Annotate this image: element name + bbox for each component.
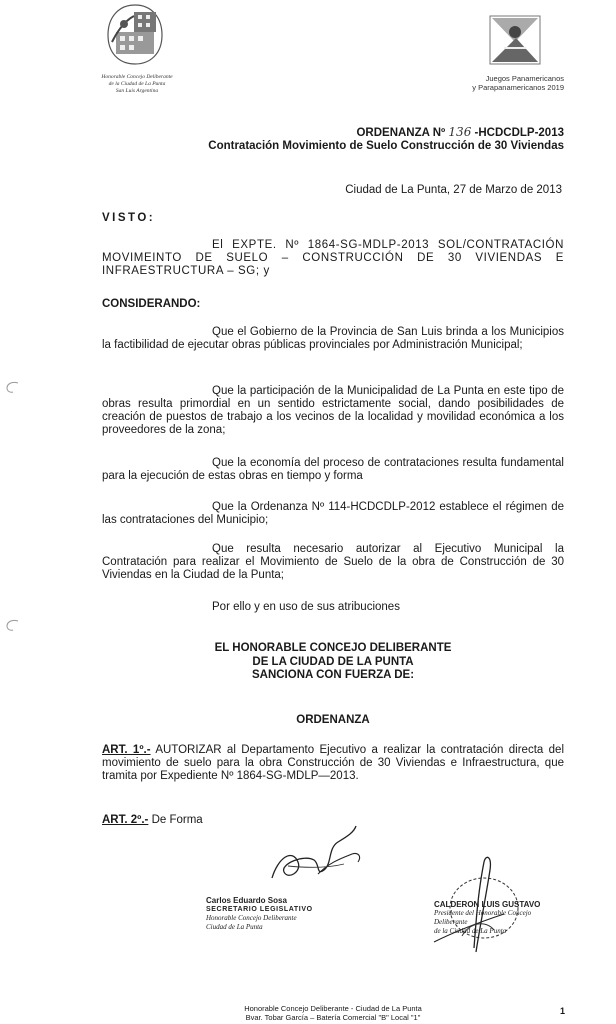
considerando-paragraph-2: Que la participación de la Municipalidad de La Punta en este tipo de obras resulta primordial en un sentido estrictamente social, dando posibilidades de creación de puestos de trabajo a los vecinos de la localidad y movilidad económica a los proveedores de la zona; [102, 385, 564, 436]
left-signature-block [206, 896, 340, 932]
left-signer-city: Ciudad de La Punta [206, 923, 263, 931]
footer-line-1: Honorable Concejo Deliberante - Ciudad de La Punta [244, 1004, 422, 1013]
sanciona-line-1: EL HONORABLE CONCEJO DELIBERANTE [214, 642, 452, 654]
article-2-label: ART. 2º.- [102, 814, 149, 826]
por-ello-line: Por ello y en uso de sus atribuciones [212, 601, 400, 613]
left-signer-role: SECRETARIO LEGISLATIVO [206, 906, 313, 913]
ordinance-title-prefix: ORDENANZA Nº [356, 127, 446, 139]
footer-line-2: Bvar. Tobar García – Batería Comercial "B" Local "1" [245, 1013, 421, 1022]
ordinance-title [200, 126, 564, 140]
council-seal-logo [104, 2, 166, 68]
left-signer-org: Honorable Concejo Deliberante [206, 914, 297, 922]
date-line: Ciudad de La Punta, 27 de Marzo de 2013 [345, 184, 562, 196]
considerando-paragraph-4: Que la Ordenanza Nº 114-HCDCDLP-2012 establece el régimen de las contrataciones del Municipio; [102, 501, 564, 526]
right-signature-block [434, 900, 564, 936]
article-1-text: AUTORIZAR al Departamento Ejecutivo a realizar la contratación directa del movimiento de suelo para la obra Construcción de 30 Viviendas e Infraestructura, que tramita por Expediente Nº 1864-SG-MDLP—2013. [102, 744, 565, 782]
ordenanza-heading: ORDENANZA [296, 714, 370, 726]
ordinance-title-suffix: -HCDCDLP-2013 [474, 127, 564, 139]
punch-hole-mark-top [4, 380, 20, 394]
sanciona-line-2: DE LA CIUDAD DE LA PUNTA [252, 655, 414, 668]
left-signer-name: Carlos Eduardo Sosa [206, 896, 287, 905]
ordinance-subtitle: Contratación Movimiento de Suelo Construcción de 30 Viviendas [208, 140, 564, 152]
right-signer-role: Presidente del Honorable Concejo Deliberante [434, 909, 532, 926]
punch-hole-mark-bottom [4, 618, 20, 632]
handwritten-ordinance-number: 136 [448, 125, 472, 139]
considerando-paragraph-5: Que resulta necesario autorizar al Ejecutivo Municipal la Contratación para realizar el Movimiento de Suelo de la obra de Construcción de 30 Viviendas en la Ciudad de la Punta; [102, 543, 564, 581]
council-logo-caption: Honorable Concejo Deliberante de la Ciudad de La Punta San Luis Argentina [101, 74, 173, 94]
sanciona-block [150, 642, 516, 683]
considerando-paragraph-1: Que el Gobierno de la Provincia de San Luis brinda a los Municipios la factibilidad de ejecutar obras públicas provinciales por Administración Municipal; [102, 326, 564, 351]
visto-heading: VISTO: [102, 212, 156, 224]
article-1-label: ART. 1º.- [102, 744, 151, 756]
article-1 [102, 744, 564, 783]
considerando-paragraph-3: Que la economía del proceso de contrataciones resulta fundamental para la ejecución de estas obras en tiempo y forma [102, 457, 564, 482]
left-signature-scribble [258, 818, 370, 898]
page-number: 1 [560, 1006, 566, 1016]
right-signer-city: de la Ciudad de La Punta [434, 927, 507, 935]
visto-paragraph: El EXPTE. Nº 1864-SG-MDLP-2013 SOL/CONTRATACIÓN MOVIMEINTO DE SUELO – CONSTRUCCIÓN DE 30 VIVIENDAS E INFRAESTRUCTURA – SG; y [102, 239, 564, 277]
considerando-heading: CONSIDERANDO: [102, 298, 201, 310]
article-2-text: De Forma [151, 814, 203, 826]
pan-american-games-logo [486, 12, 544, 68]
pan-american-games-caption: Juegos Panamericanos y Parapanamericanos 2019 [472, 74, 564, 92]
right-signer-name: CALDERON LUIS GUSTAVO [434, 900, 541, 909]
sanciona-line-3: SANCIONA CON FUERZA DE: [251, 669, 415, 681]
page-footer [150, 1004, 516, 1022]
